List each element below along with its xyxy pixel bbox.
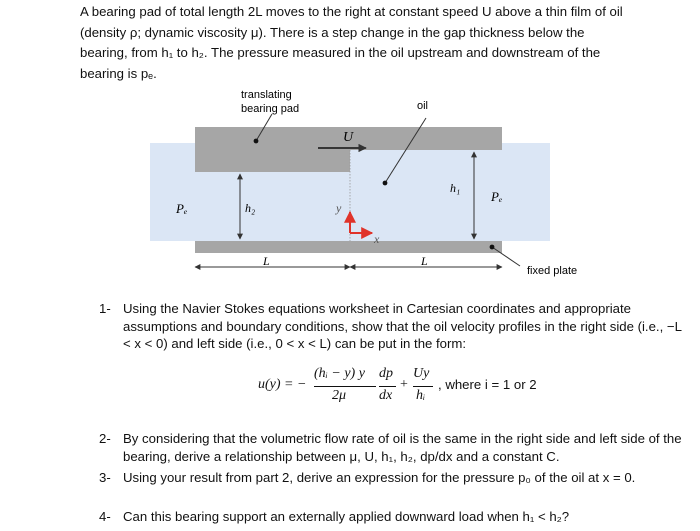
velocity-profile-equation [258,366,598,408]
equation-denominator: 2μ [332,388,347,403]
intro-line-4: bearing is pₑ. [80,65,157,81]
fixed-plate [195,241,502,253]
question-3-number: 3- [99,470,111,485]
fraction-bar-1 [314,386,376,387]
equation-lhs: u(y) = − [258,377,307,392]
intro-line-2: (density ρ; dynamic viscosity μ). There is a step change in the gap thickness below the [80,24,585,40]
equation-plus: + [400,377,408,392]
question-2-number: 2- [99,431,111,446]
label-l-left: L [263,254,270,268]
label-oil: oil [417,100,429,112]
question-4-text: Can this bearing support an externally applied downward load when h₁ < h₂? [123,509,570,524]
label-y: y [336,201,342,215]
label-fixed-plate: fixed plate [527,265,578,277]
fraction-bar-2 [379,386,396,387]
question-1-text: Using the Navier Stokes equations worksheet in Cartesian coordinates and appropriate assumptions and boundary conditions, show that the oil velocity profiles in the right side (i.e., −L < x < 0) and left side (i.e., 0 < x < L) can be put in the form: [123,301,682,351]
label-l-right: L [421,254,428,268]
label-x: x [374,232,380,246]
question-3-text: Using your result from part 2, derive an expression for the pressure p₀ of the oil at x = 0. [123,470,636,485]
fraction-bar-3 [413,386,433,387]
equation-numerator: (hᵢ − y) y [314,366,365,381]
plate-leader-dot [490,245,495,250]
intro-line-1: A bearing pad of total length 2L moves to the right at constant speed U above a thin film of oil [80,4,623,19]
label-bearing-pad: bearing pad [241,103,300,115]
equation-dx: dx [379,388,393,403]
question-2-text: By considering that the volumetric flow rate of oil is the same in the right side and left side of the bearing, derive a relationship between μ, U, h₁, h₂, dp/dx and a constant C. [123,431,682,464]
label-pe-left: Pₑ [176,201,188,216]
equation-where: , where i = 1 or 2 [438,377,537,392]
intro-line-3: bearing, from h₁ to h₂. The pressure measured in the oil upstream and downstream of the [80,45,601,61]
equation-uy: Uy [413,366,430,381]
oil-leader-dot [383,181,388,186]
question-4-number: 4- [99,509,111,524]
equation-hi: hᵢ [416,388,426,403]
equation-dp: dp [379,366,393,381]
plate-leader [492,247,520,266]
label-translating: translating [241,89,292,101]
label-h1: h₁ [450,181,461,195]
label-pe-right: Pₑ [491,189,503,204]
pad-leader-dot [254,139,259,144]
label-u: U [343,130,354,145]
question-1-number: 1- [99,301,111,316]
label-h2: h₂ [245,201,256,215]
